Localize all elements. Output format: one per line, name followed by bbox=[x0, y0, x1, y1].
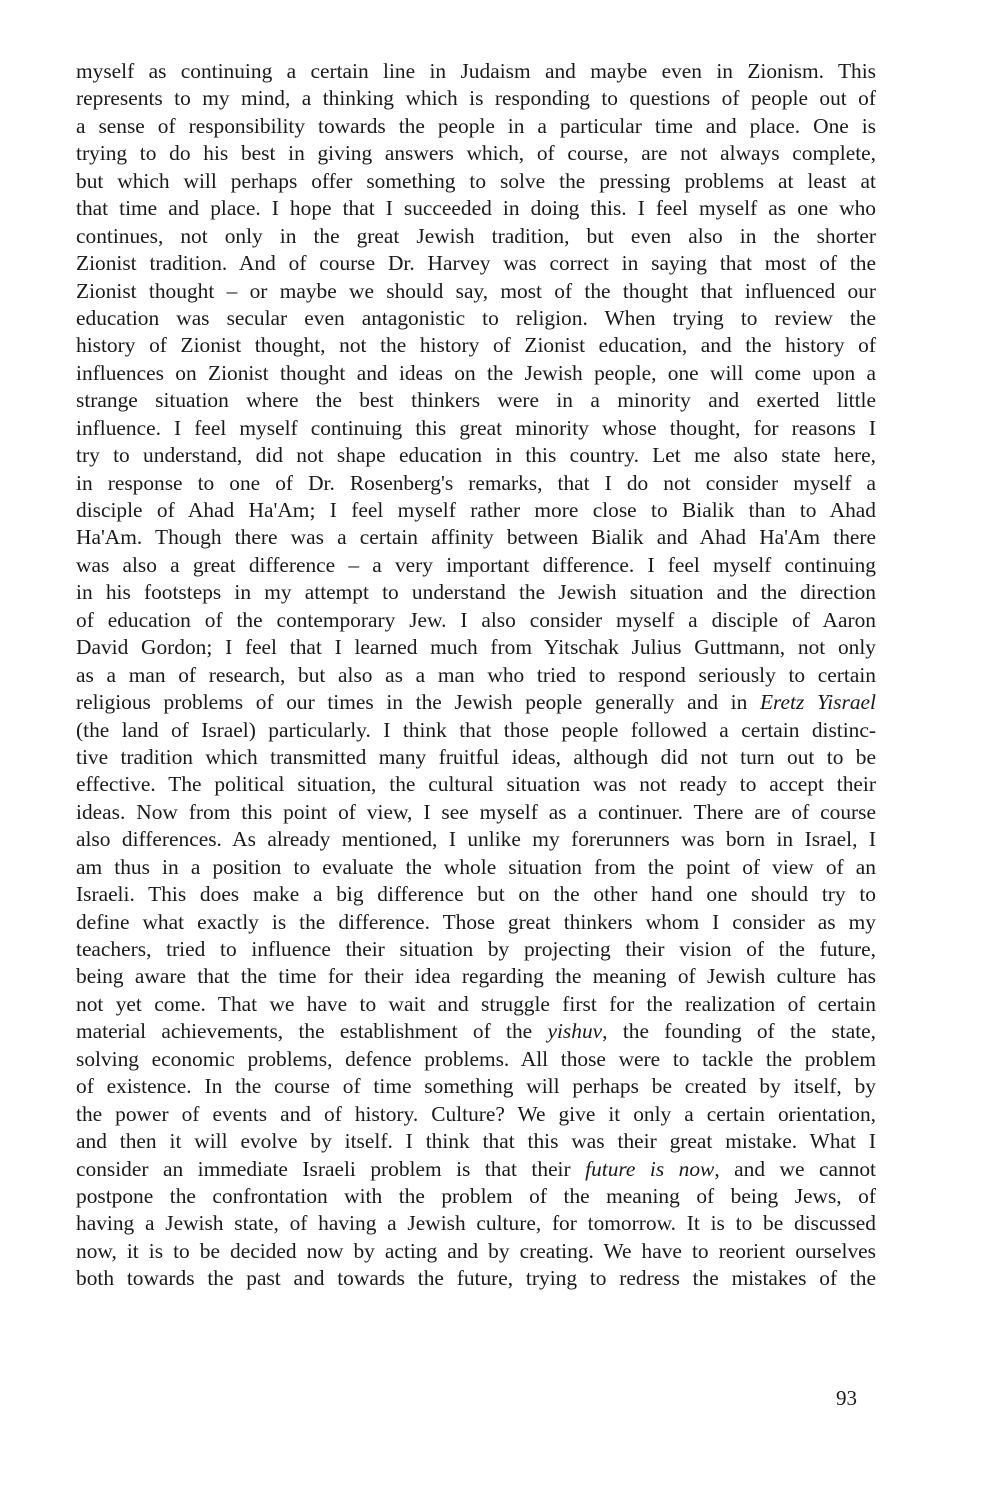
text-line: solving economic problems, defence problems. All those were to tackle the problem bbox=[76, 1046, 876, 1071]
text-line: a sense of responsibility towards the people in a particular time and place. One is bbox=[76, 113, 876, 138]
italic-term: Eretz Yisrael bbox=[759, 690, 876, 715]
text-line: influence. I feel myself continuing this great minority whose thought, for reasons I bbox=[76, 415, 876, 440]
text-line: tive tradition which transmitted many fruitful ideas, although did not turn out to be bbox=[76, 744, 876, 769]
text-line: and then it will evolve by itself. I think that this was their great mistake. What I bbox=[76, 1129, 876, 1154]
text-line: but which will perhaps offer something to solve the pressing problems at least at bbox=[76, 168, 876, 193]
text-line: in his footsteps in my attempt to understand the Jewish situation and the direction bbox=[76, 580, 876, 605]
text-line: in response to one of Dr. Rosenberg's remarks, that I do not consider myself a bbox=[76, 470, 876, 495]
text-line: material achievements, the establishment of the yishuv, the founding of the state, bbox=[76, 1019, 876, 1044]
text-line: being aware that the time for their idea regarding the meaning of Jewish culture has bbox=[76, 964, 876, 989]
text-line: Zionist tradition. And of course Dr. Harvey was correct in saying that most of the bbox=[76, 251, 876, 276]
text-line: define what exactly is the difference. Those great thinkers whom I consider as my bbox=[76, 909, 876, 934]
text-line: the power of events and of history. Culture? We give it only a certain orientation, bbox=[76, 1101, 876, 1126]
text-line: effective. The political situation, the cultural situation was not ready to accept their bbox=[76, 772, 876, 797]
page-number: 93 bbox=[836, 1386, 857, 1410]
text-line: of existence. In the course of time something will perhaps be created by itself, by bbox=[76, 1074, 876, 1099]
text-line: teachers, tried to influence their situation by projecting their vision of the future, bbox=[76, 937, 876, 961]
text-line: having a Jewish state, of having a Jewish culture, for tomorrow. It is to be discussed bbox=[76, 1211, 876, 1236]
text-line: religious problems of our times in the Jewish people generally and in Eretz Yisrael bbox=[76, 690, 876, 715]
text-line: continues, not only in the great Jewish tradition, but even also in the shorter bbox=[76, 223, 876, 248]
text-line: influences on Zionist thought and ideas on the Jewish people, one will come upon a bbox=[76, 360, 876, 385]
text-line: of education of the contemporary Jew. I also consider myself a disciple of Aaron bbox=[76, 607, 876, 632]
text-line: as a man of research, but also as a man who tried to respond seriously to certain bbox=[76, 662, 876, 687]
text-line: that time and place. I hope that I succeeded in doing this. I feel myself as one who bbox=[76, 196, 876, 221]
text-line: represents to my mind, a thinking which is responding to questions of people out of bbox=[76, 86, 876, 111]
text-line: history of Zionist thought, not the history of Zionist education, and the history of bbox=[76, 333, 876, 358]
text-line: now, it is to be decided now by acting and by creating. We have to reorient ourselves bbox=[76, 1238, 876, 1263]
text-line: David Gordon; I feel that I learned much from Yitschak Julius Guttmann, not only bbox=[76, 635, 876, 660]
text-line: strange situation where the best thinkers were in a minority and exerted little bbox=[76, 388, 876, 413]
text-line: ideas. Now from this point of view, I see myself as a continuer. There are of course bbox=[76, 799, 876, 824]
text-line: not yet come. That we have to wait and struggle first for the realization of certain bbox=[76, 991, 876, 1016]
text-line: Ha'Am. Though there was a certain affinity between Bialik and Ahad Ha'Am there bbox=[76, 525, 876, 550]
text-line: also differences. As already mentioned, I unlike my forerunners was born in Israel, I bbox=[76, 827, 876, 852]
text-line: was also a great difference – a very important difference. I feel myself continuing bbox=[76, 552, 876, 577]
text-line: consider an immediate Israeli problem is that their future is now, and we cannot bbox=[76, 1156, 876, 1181]
italic-term: yishuv bbox=[547, 1019, 603, 1044]
text-line: try to understand, did not shape education in this country. Let me also state here, bbox=[76, 443, 876, 468]
text-line: Israeli. This does make a big difference but on the other hand one should try to bbox=[76, 882, 876, 907]
text-line: both towards the past and towards the future, trying to redress the mistakes of the bbox=[76, 1266, 876, 1291]
italic-term: future is now bbox=[585, 1156, 715, 1181]
text-line: (the land of Israel) particularly. I think that those people followed a certain distinc- bbox=[76, 717, 876, 742]
text-line: postpone the confrontation with the problem of the meaning of being Jews, of bbox=[76, 1183, 876, 1208]
text-line: disciple of Ahad Ha'Am; I feel myself rather more close to Bialik than to Ahad bbox=[76, 498, 876, 522]
text-line: Zionist thought – or maybe we should say, most of the thought that influenced our bbox=[76, 278, 876, 303]
text-line: am thus in a position to evaluate the whole situation from the point of view of an bbox=[76, 854, 876, 879]
text-line: education was secular even antagonistic to religion. When trying to review the bbox=[76, 305, 876, 330]
text-line: myself as continuing a certain line in Judaism and maybe even in Zionism. This bbox=[76, 59, 876, 83]
text-line: trying to do his best in giving answers which, of course, are not always complete, bbox=[76, 141, 876, 166]
body-text bbox=[76, 58, 876, 1293]
